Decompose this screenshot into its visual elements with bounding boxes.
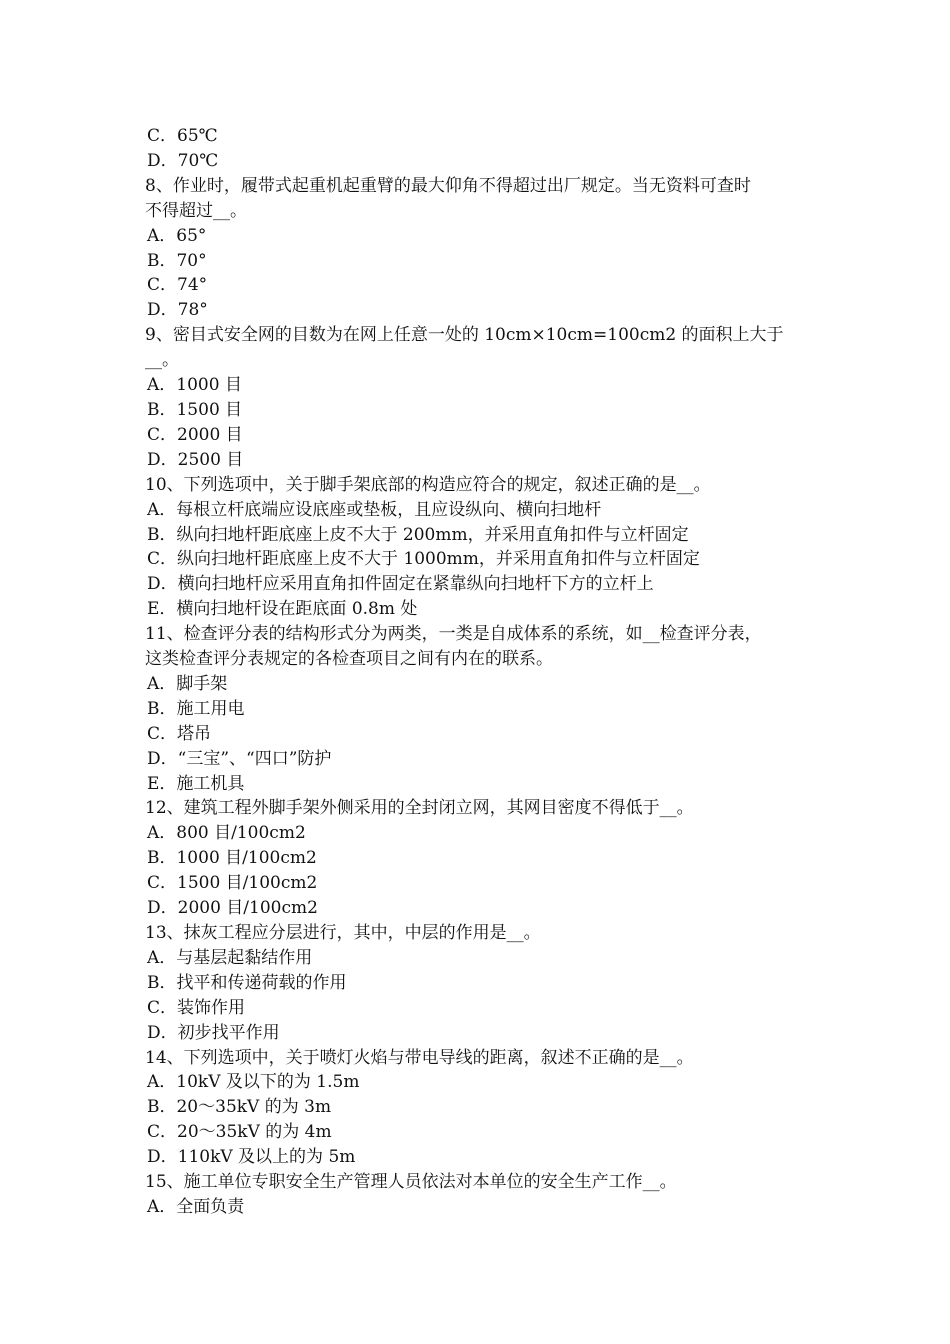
answer-option-line: B．1000 目/100cm2 — [147, 848, 317, 869]
answer-option-line: B．20～35kV 的为 3m — [147, 1097, 332, 1118]
document-body — [145, 124, 810, 1220]
answer-option-line: B．找平和传递荷载的作用 — [147, 972, 347, 993]
question-text-line: 13、抹灰工程应分层进行，其中，中层的作用是__。 — [145, 923, 541, 943]
answer-option-line: A．脚手架 — [147, 673, 228, 694]
answer-option-line: E．施工机具 — [147, 773, 245, 794]
answer-option-line: C．塔吊 — [147, 723, 212, 744]
answer-option-line: D．“三宝”、“四口”防护 — [147, 748, 332, 769]
question-text-line: __。 — [145, 350, 179, 371]
question-text-line: 11、检查评分表的结构形式分为两类，一类是自成体系的系统，如__检查评分表， — [145, 624, 762, 645]
answer-option-line: B．70° — [147, 250, 207, 271]
answer-option-line: A．与基层起黏结作用 — [147, 947, 313, 968]
answer-option-line: B．施工用电 — [147, 698, 245, 719]
answer-option-line: D．2000 目/100cm2 — [147, 898, 318, 919]
answer-option-line: A．1000 目 — [147, 375, 242, 396]
answer-option-line: C．2000 目 — [147, 424, 243, 445]
answer-option-line: A．800 目/100cm2 — [147, 823, 306, 844]
answer-option-line: C．装饰作用 — [147, 997, 246, 1018]
answer-option-line: D．110kV 及以上的为 5m — [147, 1147, 356, 1168]
question-text-line: 9、密目式安全网的目数为在网上任意一处的 10cm×10cm=100cm2 的面积上大于 — [145, 325, 784, 346]
answer-option-line: E．横向扫地杆设在距底面 0.8m 处 — [147, 599, 418, 620]
answer-option-line: C．74° — [147, 275, 208, 296]
answer-option-line: C．20～35kV 的为 4m — [147, 1122, 332, 1143]
question-text-line: 14、下列选项中，关于喷灯火焰与带电导线的距离，叙述不正确的是__。 — [145, 1047, 694, 1068]
question-text-line: 这类检查评分表规定的各检查项目之间有内在的联系。 — [145, 649, 553, 670]
answer-option-line: A．每根立杆底端应设底座或垫板，且应设纵向、横向扫地杆 — [147, 499, 602, 520]
question-text-line: 12、建筑工程外脚手架外侧采用的全封闭立网，其网目密度不得低于__。 — [145, 798, 694, 819]
answer-option-line: D．初步找平作用 — [147, 1022, 280, 1043]
answer-option-line: C．65℃ — [147, 126, 218, 146]
answer-option-line: D．横向扫地杆应采用直角扣件固定在紧靠纵向扫地杆下方的立杆上 — [147, 574, 654, 595]
answer-option-line: B．纵向扫地杆距底座上皮不大于 200mm，并采用直角扣件与立杆固定 — [147, 524, 689, 545]
answer-option-line: D．2500 目 — [147, 449, 244, 470]
answer-option-line: A．10kV 及以下的为 1.5m — [147, 1072, 360, 1093]
question-text-line: 10、下列选项中，关于脚手架底部的构造应符合的规定，叙述正确的是__。 — [145, 474, 711, 495]
answer-option-line: A．全面负责 — [147, 1196, 245, 1217]
answer-option-line: C．纵向扫地杆距底座上皮不大于 1000mm，并采用直角扣件与立杆固定 — [147, 549, 700, 570]
answer-option-line: D．78° — [147, 300, 208, 321]
answer-option-line: D．70℃ — [147, 150, 219, 171]
question-text-line: 15、施工单位专职安全生产管理人员依法对本单位的安全生产工作__。 — [145, 1172, 677, 1193]
question-text-line: 不得超过__。 — [145, 200, 247, 221]
answer-option-line: A．65° — [147, 225, 207, 246]
answer-option-line: B．1500 目 — [147, 399, 243, 420]
question-text-line: 8、作业时，履带式起重机起重臂的最大仰角不得超过出厂规定。当无资料可查时 — [145, 175, 751, 196]
answer-option-line: C．1500 目/100cm2 — [147, 873, 318, 894]
